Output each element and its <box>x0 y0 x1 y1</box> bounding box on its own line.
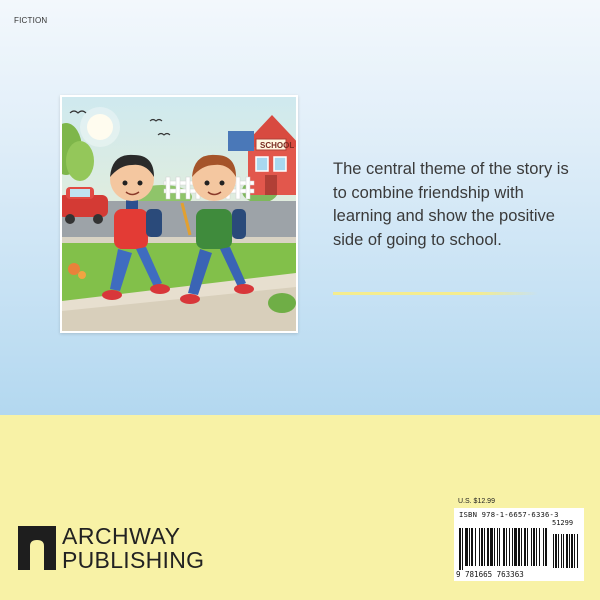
barcode-digits: 9 781665 763363 <box>456 570 524 579</box>
barcode-addon-bar <box>569 534 570 568</box>
publisher-name-line1: ARCHWAY <box>62 522 181 549</box>
barcode-bar <box>471 528 473 566</box>
barcode-addon-bar <box>561 534 562 568</box>
barcode-bar <box>469 528 470 566</box>
barcode-bar <box>490 528 493 566</box>
publisher-logo <box>18 522 205 573</box>
barcode-bar <box>494 528 495 566</box>
barcode-addon-bar <box>571 534 573 568</box>
barcode-bar <box>459 528 461 570</box>
barcode-bar <box>481 528 483 566</box>
barcode-bar <box>521 528 522 566</box>
barcode-bar <box>465 528 468 566</box>
genre-label: FICTION <box>14 16 48 25</box>
barcode-bar <box>484 528 485 566</box>
barcode-bar <box>543 528 544 566</box>
barcode-bar <box>475 528 476 566</box>
barcode-bars <box>459 528 581 570</box>
publisher-name-line2: PUBLISHING <box>62 546 205 573</box>
barcode-bar <box>514 528 517 566</box>
barcode-addon-bar <box>553 534 554 568</box>
barcode-bar <box>497 528 498 566</box>
barcode-bar <box>539 528 540 566</box>
barcode-bar <box>545 528 547 566</box>
barcode-addon-text: 51299 <box>552 519 574 527</box>
barcode-addon-bar <box>563 534 564 568</box>
barcode-bar <box>499 528 500 566</box>
barcode-bar <box>509 528 510 566</box>
barcode-bar <box>506 528 507 566</box>
barcode-addon-bar <box>574 534 575 568</box>
blurb-divider <box>333 292 538 295</box>
barcode-bar <box>518 528 520 566</box>
barcode-addon-bar <box>558 534 559 568</box>
back-cover-blurb: The central theme of the story is to combine friendship with learning and show the positive side of going to school. <box>333 160 569 249</box>
barcode-addon-bar <box>555 534 557 568</box>
barcode-bar <box>536 528 537 566</box>
barcode-addon-bar <box>566 534 568 568</box>
school-sign: SCHOOL <box>260 141 295 150</box>
archway-logo-icon <box>18 526 56 570</box>
barcode <box>454 508 584 581</box>
cover-illustration <box>60 95 298 333</box>
barcode-bar <box>487 528 489 566</box>
barcode-bar <box>462 528 463 570</box>
barcode-bar <box>527 528 528 566</box>
barcode-bar <box>479 528 480 566</box>
barcode-addon-bar <box>577 534 578 568</box>
isbn-text: ISBN 978-1-6657-6336-3 <box>459 510 559 519</box>
price-label: U.S. $12.99 <box>458 498 495 505</box>
barcode-bar <box>512 528 513 566</box>
barcode-bar <box>531 528 532 566</box>
barcode-bar <box>533 528 535 566</box>
barcode-bar <box>524 528 526 566</box>
barcode-bar <box>503 528 505 566</box>
